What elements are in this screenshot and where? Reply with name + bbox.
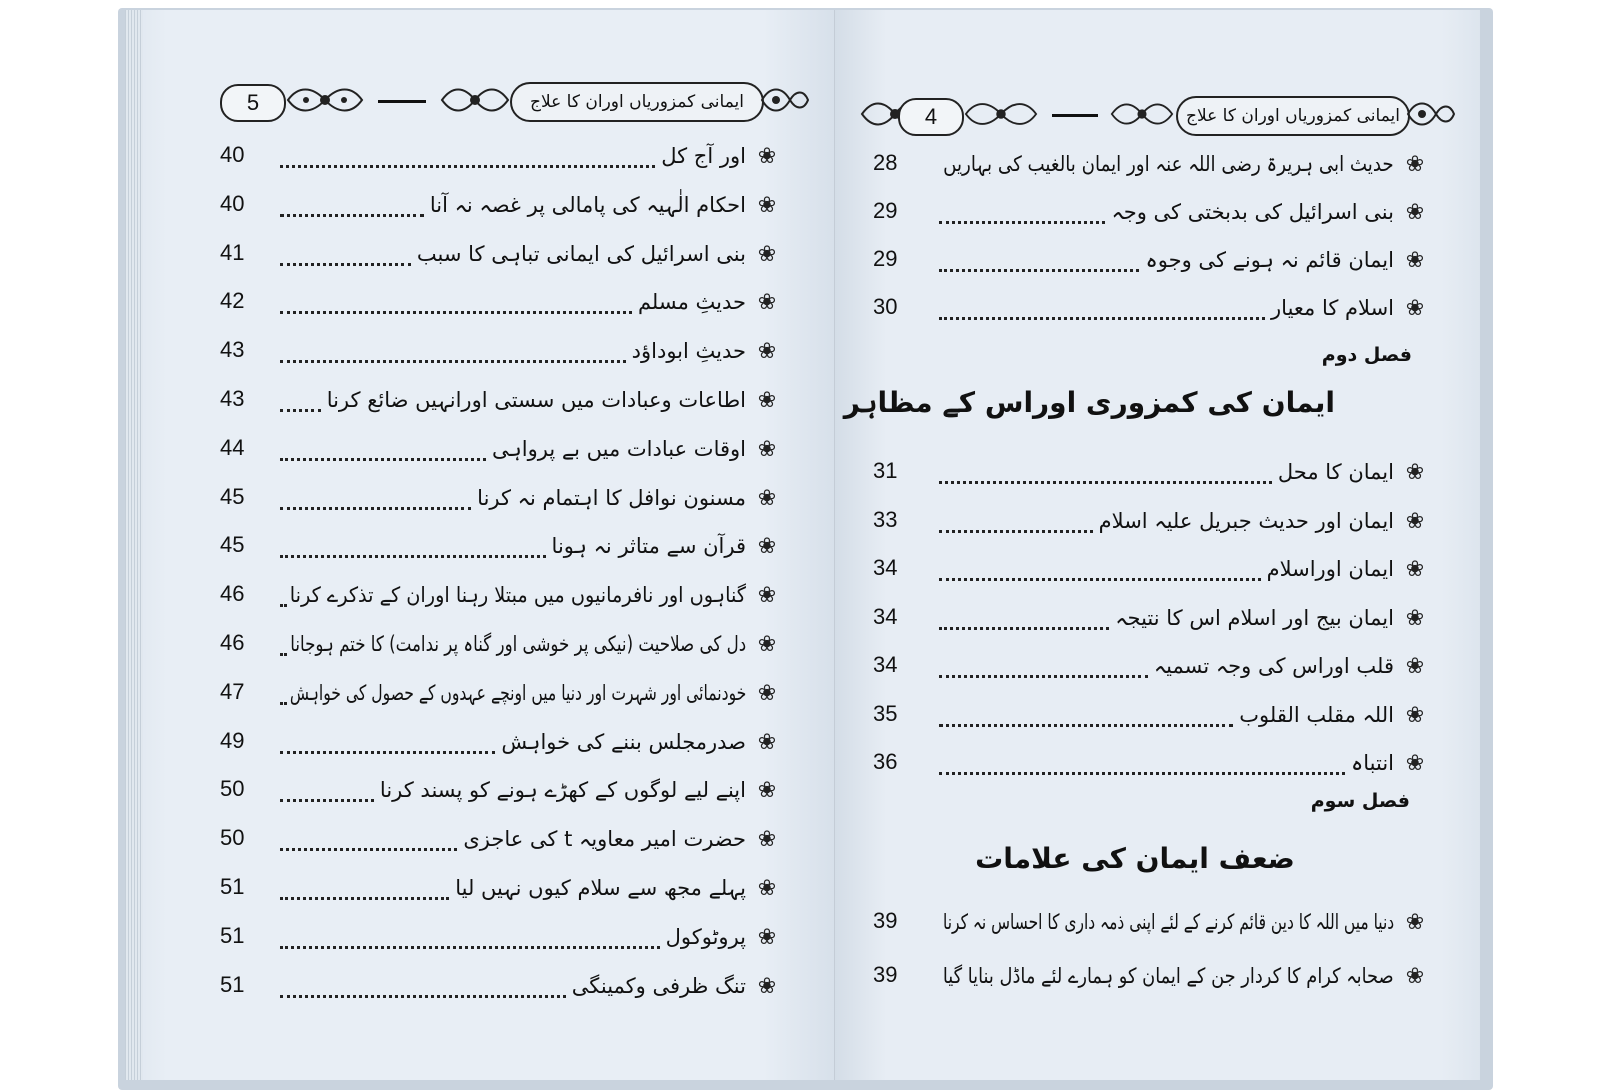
leader-dots [280,360,626,363]
toc-entry-text: حدیثِ مسلم [637,290,746,315]
toc-entry-text: ایمان اور حدیث جبریل علیہ اسلام [1098,508,1394,533]
section-label: فصل دوم [1321,344,1412,366]
leader-dots [939,724,1233,727]
flower-bullet-icon: ❀ [1405,702,1425,728]
header-title: ایمانی کمزوریاں اوران کا علاج [510,82,764,122]
section-title: ضعف ایمان کی علامات [975,842,1295,875]
flower-bullet-icon: ❀ [757,729,777,755]
toc-entry-text: قرآن سے متاثر نہ ہونا [551,534,746,559]
left-page [125,10,835,1080]
flower-bullet-icon: ❀ [757,973,777,999]
toc-entry [873,600,1428,646]
toc-entry-text: اطاعات وعبادات میں سستی اورانہیں ضائع کرنا [326,388,746,412]
toc-entry [220,626,780,672]
toc-entry [220,284,780,330]
toc-entry-text: ایمان کا محل [1277,460,1394,484]
leader-dots [280,555,546,558]
toc-page-number: 35 [873,700,898,726]
toc-page-number: 50 [220,825,245,851]
toc-entry-text: صحابہ کرام کا کردار جن کے ایمان کو ہمارے لئے ماڈل بنایا گیا [943,964,1394,988]
flower-bullet-icon: ❀ [1405,200,1425,225]
toc-entry [873,648,1428,694]
leader-dots [939,317,1265,320]
toc-entry [220,968,780,1014]
toc-entry-text: بنی اسرائیل کی ایمانی تباہی کا سبب [416,241,746,266]
flower-bullet-icon: ❀ [757,290,777,316]
toc-entry [873,454,1428,500]
page-edge [125,10,143,1080]
leader-dots [939,675,1148,678]
toc-entry [873,194,1428,240]
toc-page-number: 51 [220,971,245,997]
toc-page-number: 40 [220,190,245,216]
floral-ornament-icon [286,82,364,118]
header-title: ایمانی کمزوریاں اوران کا علاج [1176,96,1410,136]
toc-entry [220,919,780,965]
leader-dots [280,458,486,461]
leader-dots [280,995,566,998]
toc-entry [220,821,780,867]
flower-bullet-icon: ❀ [1405,508,1425,534]
toc-entry [220,138,780,184]
flower-bullet-icon: ❀ [1405,964,1425,989]
floral-ornament-icon [760,82,810,118]
leader-dots [280,507,471,510]
flower-bullet-icon: ❀ [1405,751,1425,776]
toc-page-number: 30 [873,294,898,319]
toc-entry [220,480,780,526]
toc-entry [220,431,780,477]
flower-bullet-icon: ❀ [1405,248,1425,273]
toc-entry-text: صدرمجلس بننے کی خواہش [501,729,746,754]
right-page [835,10,1480,1080]
flower-bullet-icon: ❀ [757,680,777,706]
toc-entry [220,236,780,282]
left-page-header [210,78,825,122]
toc-page-number: 36 [873,749,898,774]
toc-page-number: 43 [220,386,245,411]
toc-page-number: 47 [220,678,245,704]
toc-entry [873,146,1428,192]
page-number: 4 [898,98,964,136]
toc-entry-text: اللہ مقلب القلوب [1239,702,1394,727]
leader-dots [939,481,1272,484]
toc-page-number: 43 [220,337,245,363]
toc-page-number: 46 [220,630,245,655]
toc-entry-text: مسنون نوافل کا اہتمام نہ کرنا [477,485,746,510]
toc-entry [873,745,1428,791]
leader-dots [939,530,1093,533]
leader-dots [280,897,449,900]
flower-bullet-icon: ❀ [757,632,777,657]
flower-bullet-icon: ❀ [757,924,777,950]
leader-dots [939,269,1139,272]
toc-page-number: 51 [220,874,245,899]
toc-entry-text: ایمان قائم نہ ہونے کی وجوہ [1145,248,1394,272]
toc-entry [873,290,1428,336]
toc-entry-text: احکام الٰہیہ کی پامالی پر غصہ نہ آنا [429,192,746,217]
toc-entry-text: اپنے لیے لوگوں کے کھڑے ہونے کو پسند کرنا [379,778,746,803]
flower-bullet-icon: ❀ [757,144,777,169]
toc-entry-text: اوقات عبادات میں بے پرواہی [491,436,746,461]
leader-dots [280,751,495,754]
toc-page-number: 29 [873,246,898,271]
toc-entry [220,675,780,721]
toc-entry [220,724,780,770]
leader-dots [939,221,1105,224]
floral-ornament-icon [1110,96,1174,132]
section-label: فصل سوم [1310,790,1410,812]
toc-page-number: 40 [220,142,245,167]
flower-bullet-icon: ❀ [1405,460,1425,485]
flower-bullet-icon: ❀ [1405,296,1425,321]
flower-bullet-icon: ❀ [757,339,777,365]
toc-entry [220,382,780,428]
toc-page-number: 33 [873,506,898,532]
flower-bullet-icon: ❀ [1405,910,1425,935]
toc-entry-text: انتباہ [1350,751,1394,775]
flower-bullet-icon: ❀ [757,485,777,511]
flower-bullet-icon: ❀ [757,241,777,267]
toc-entry [220,577,780,623]
leader-dots [280,848,457,851]
flower-bullet-icon: ❀ [757,583,777,609]
toc-page-number: 34 [873,603,898,629]
floral-ornament-icon [964,96,1038,132]
leader-dots [280,263,411,266]
leader-dots [280,165,655,168]
toc-page-number: 44 [220,434,245,460]
toc-entry-text: حدیث ابی ہریرۃ رضی اللہ عنہ اور ایمان بالغیب کی بہاریں [943,152,1394,176]
toc-page-number: 49 [220,727,245,753]
toc-entry-text: حدیثِ ابوداؤد [631,339,746,364]
toc-entry-text: پہلے مجھ سے سلام کیوں نہیں لیا [455,876,746,900]
toc-entry [873,551,1428,597]
toc-entry [873,904,1428,950]
flower-bullet-icon: ❀ [1405,605,1425,631]
leader-dots [280,214,424,217]
toc-entry [220,772,780,818]
floral-ornament-icon [440,82,510,118]
toc-page-number: 41 [220,239,245,265]
toc-entry [220,187,780,233]
leader-dots [280,946,660,949]
toc-page-number: 28 [873,150,898,175]
toc-entry [220,333,780,379]
toc-page-number: 34 [873,555,898,580]
flower-bullet-icon: ❀ [1405,152,1425,177]
toc-entry-text: دل کی صلاحیت (نیکی پر خوشی اور گناہ پر ندامت) کا ختم ہوجانا [290,632,746,656]
toc-entry-text: گناہوں اور نافرمانیوں میں مبتلا رہنا اوران کے تذکرے کرنا [289,583,746,608]
toc-entry-text: اور آج کل [661,144,746,168]
header-dash [1052,114,1098,117]
toc-entry [220,870,780,916]
toc-entry-text: پروٹوکول [665,924,746,949]
flower-bullet-icon: ❀ [757,876,777,901]
toc-entry-text: قلب اوراس کی وجہ تسمیہ [1153,654,1394,678]
leader-dots [280,799,374,802]
toc-page-number: 50 [220,776,245,802]
flower-bullet-icon: ❀ [757,192,777,218]
section-title: ایمان کی کمزوری اوراس کے مظاہر [843,386,1335,419]
toc-page-number: 31 [873,458,898,483]
flower-bullet-icon: ❀ [1405,557,1425,582]
leader-dots [280,702,284,705]
toc-entry [873,697,1428,743]
leader-dots [939,578,1261,581]
leader-dots [280,409,321,412]
toc-entry-text: اسلام کا معیار [1271,296,1394,320]
leader-dots [939,627,1109,630]
leader-dots [280,311,632,314]
toc-page-number: 45 [220,532,245,558]
flower-bullet-icon: ❀ [757,827,777,853]
toc-entry [873,242,1428,288]
toc-page-number: 42 [220,288,245,314]
toc-page-number: 51 [220,922,245,948]
page-number: 5 [220,84,286,122]
floral-ornament-icon [1406,96,1456,132]
leader-dots [280,653,284,656]
toc-entry [873,958,1428,1004]
toc-page-number: 39 [873,962,898,987]
header-dash [378,100,426,103]
toc-entry [220,528,780,574]
toc-entry-text: دنیا میں اللہ کا دین قائم کرنے کے لئے اپنی ذمہ داری کا احساس نہ کرنا [942,910,1394,934]
toc-page-number: 46 [220,581,245,607]
toc-entry-text: تنگ ظرفی وکمینگی [571,973,746,998]
toc-page-number: 45 [220,483,245,509]
toc-entry-text: ایمان بیج اور اسلام اس کا نتیجہ [1115,605,1394,630]
toc-entry-text: بنی اسرائیل کی بدبختی کی وجہ [1111,200,1394,224]
toc-entry [873,503,1428,549]
right-page-header [860,92,1460,136]
flower-bullet-icon: ❀ [757,436,777,462]
flower-bullet-icon: ❀ [1405,654,1425,679]
flower-bullet-icon: ❀ [757,388,777,413]
toc-entry-text: حضرت امیر معاویہ t کی عاجزی [463,827,746,852]
leader-dots [939,772,1345,775]
toc-page-number: 39 [873,908,898,933]
toc-entry-text: ایمان اوراسلام [1266,557,1394,581]
flower-bullet-icon: ❀ [757,534,777,560]
toc-entry-text: خودنمائی اور شہرت اور دنیا میں اونچے عہدوں کے حصول کی خواہش [289,680,746,705]
flower-bullet-icon: ❀ [757,778,777,804]
toc-page-number: 34 [873,652,898,677]
leader-dots [280,604,284,607]
toc-page-number: 29 [873,198,898,223]
